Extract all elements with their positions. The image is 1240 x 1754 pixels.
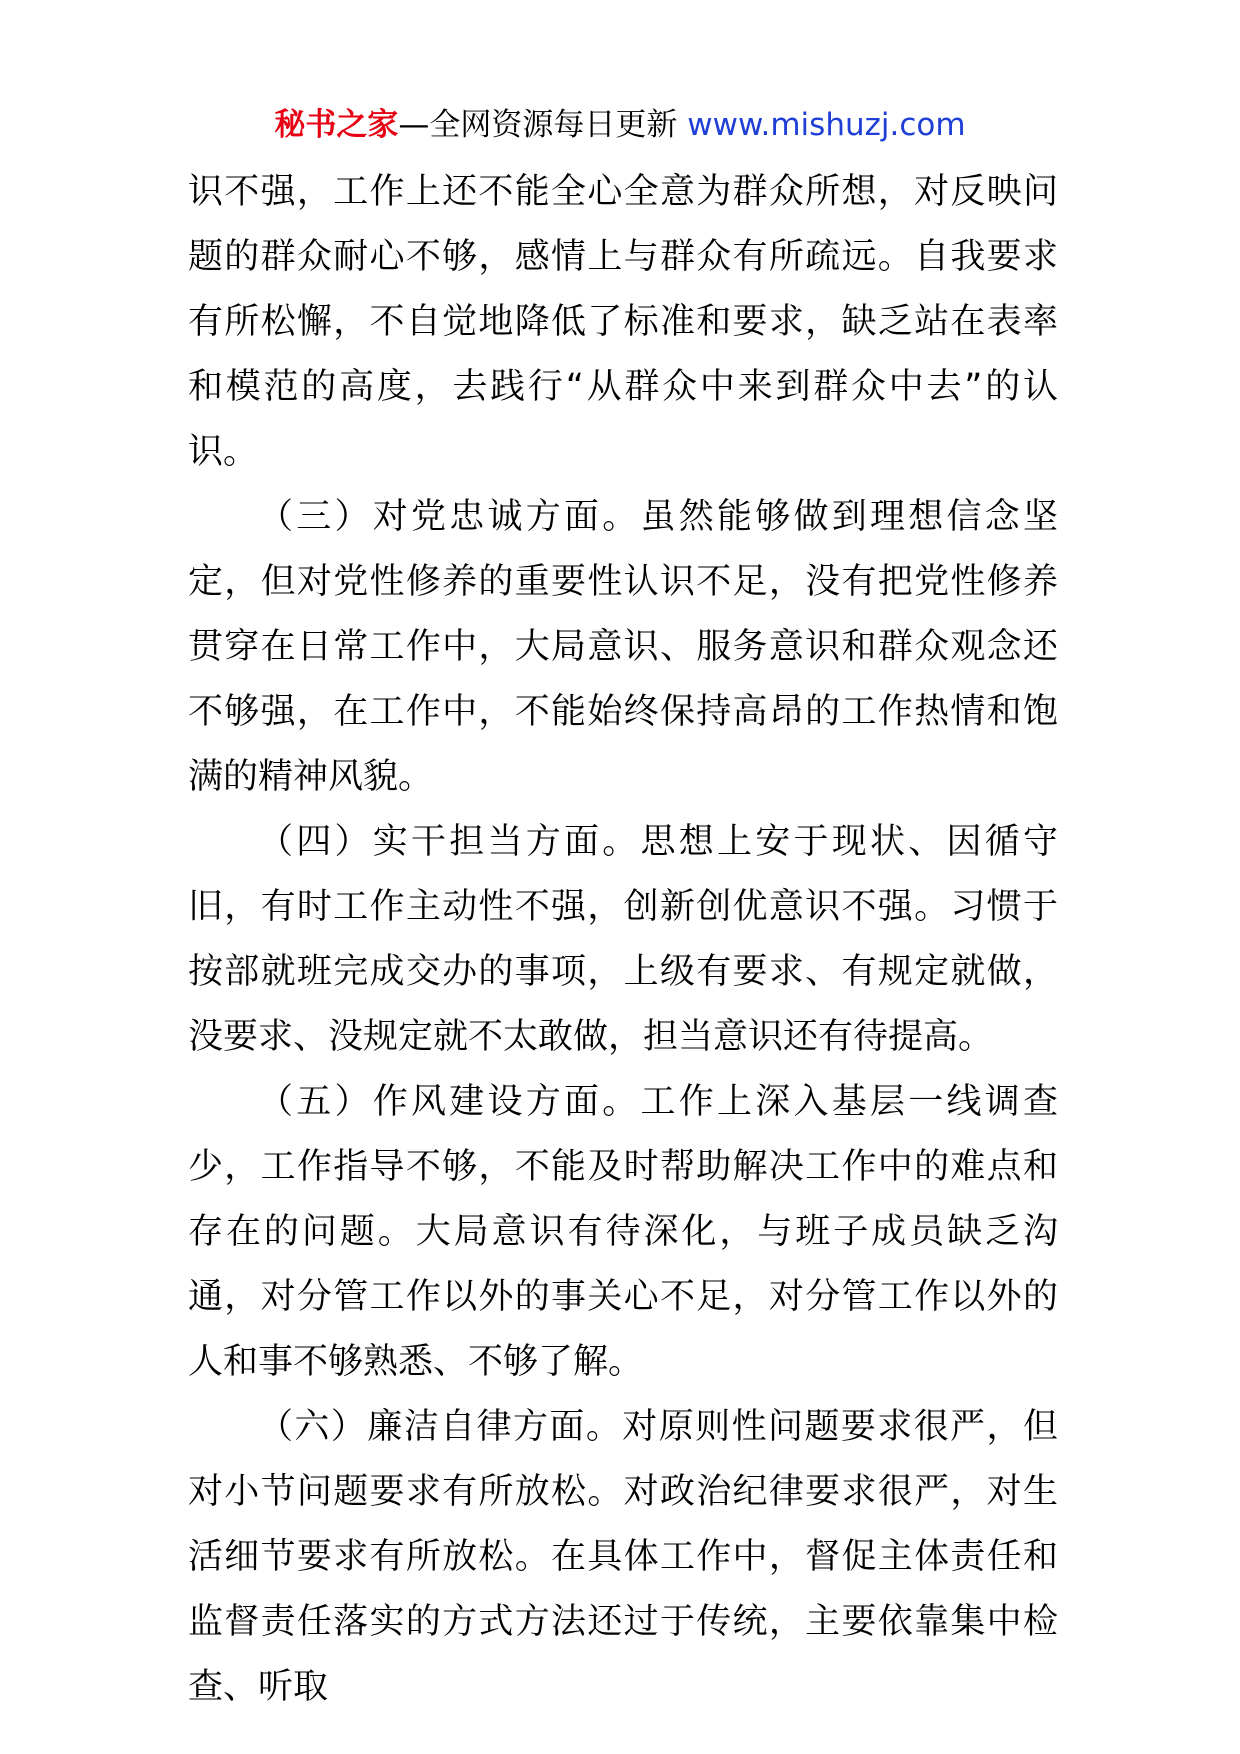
paragraph-section-5: （五）作风建设方面。工作上深入基层一线调查少，工作指导不够，不能及时帮助解决工作中的难点和存在的问题。大局意识有待深化，与班子成员缺乏沟通，对分管工作以外的事关心不足，对分管工作以外的人和事不够熟悉、不够了解。 (188, 1082, 1058, 1382)
paragraph-section-3: （三）对党忠诚方面。虽然能够做到理想信念坚定，但对党性修养的重要性认识不足，没有把党性修养贯穿在日常工作中，大局意识、服务意识和群众观念还不够强，在工作中，不能始终保持高昂的工作热情和饱满的精神风貌。 (188, 497, 1058, 797)
document-body (188, 160, 1058, 1720)
header-tagline: —全网资源每日更新 (398, 107, 678, 143)
website-link[interactable]: www.mishuzj.com (687, 107, 966, 143)
page-header (0, 100, 1240, 150)
paragraph-section-4: （四）实干担当方面。思想上安于现状、因循守旧，有时工作主动性不强，创新创优意识不强。习惯于按部就班完成交办的事项，上级有要求、有规定就做，没要求、没规定就不太敢做，担当意识还有待提高。 (188, 822, 1058, 1057)
brand-name: 秘书之家 (274, 107, 399, 143)
paragraph-section-6: （六）廉洁自律方面。对原则性问题要求很严，但对小节问题要求有所放松。对政治纪律要求很严，对生活细节要求有所放松。在具体工作中，督促主体责任和监督责任落实的方式方法还过于传统，主要依靠集中检查、听取 (188, 1407, 1058, 1707)
paragraph-continued: 识不强，工作上还不能全心全意为群众所想，对反映问题的群众耐心不够，感情上与群众有所疏远。自我要求有所松懈，不自觉地降低了标准和要求，缺乏站在表率和模范的高度，去践行“从群众中来到群众中去”的认识。 (188, 172, 1058, 472)
